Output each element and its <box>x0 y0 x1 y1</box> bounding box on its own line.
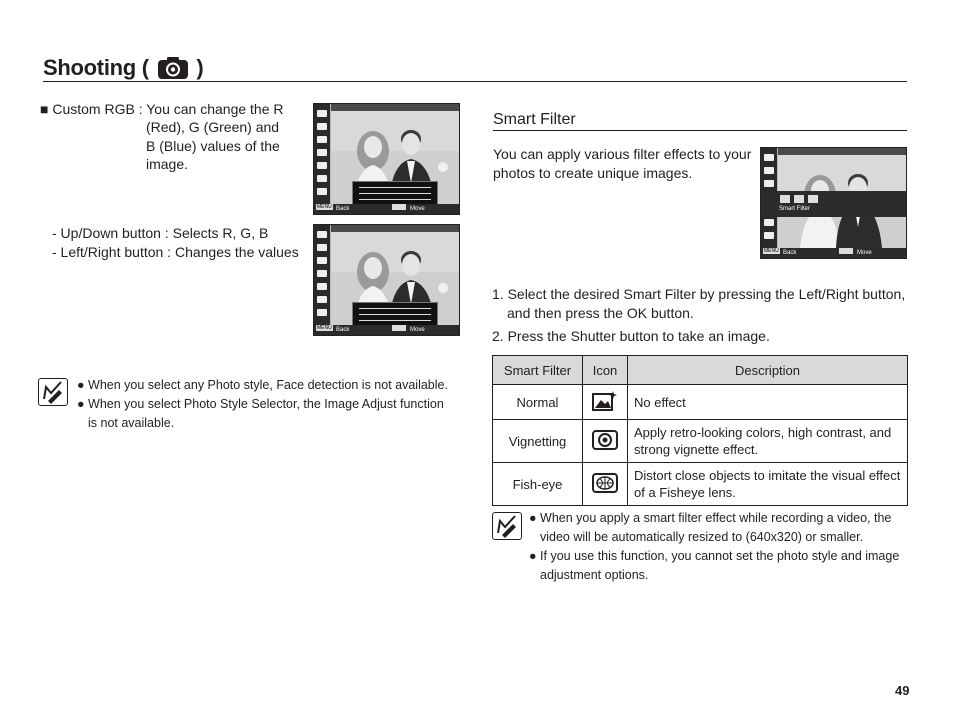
screen-top-bar <box>778 148 906 155</box>
col-header-description: Description <box>628 356 908 385</box>
custom-rgb-line-3: image. <box>146 156 189 172</box>
smart-filter-screen-label: Smart Filter <box>779 206 811 212</box>
left-note-1: ● When you select any Photo style, Face detection is not available. <box>77 378 448 392</box>
custom-rgb-line-2: B (Blue) values of the <box>146 137 280 154</box>
right-note-1: ● When you apply a smart filter effect while recording a video, the <box>529 511 892 525</box>
smart-filter-menu-strip <box>761 191 906 217</box>
back-label: Back <box>336 327 350 333</box>
filter-desc: Apply retro-looking colors, high contrast, and strong vignette effect. <box>628 420 908 463</box>
back-label: Back <box>783 250 797 256</box>
leftright-instruction: - Left/Right button : Changes the values <box>52 244 299 260</box>
section-title-smart-filter: Smart Filter <box>493 111 576 128</box>
screen-bottom-bar <box>761 248 906 258</box>
filter-name: Fish-eye <box>493 463 583 506</box>
menu-key: MENU <box>317 204 332 210</box>
step-1-cont: and then press the OK button. <box>507 304 694 321</box>
normal-filter-icon <box>583 385 628 420</box>
ok-key-icon <box>839 248 853 254</box>
screen-bottom-bar <box>314 325 459 335</box>
filter-name: Vignetting <box>493 420 583 463</box>
menu-key: MENU <box>317 325 332 331</box>
page-title-prefix: Shooting ( <box>43 55 149 80</box>
move-label: Move <box>410 327 425 333</box>
table-row <box>493 385 908 420</box>
move-label: Move <box>410 206 425 212</box>
screen-top-bar <box>331 225 459 232</box>
table-row <box>493 463 908 506</box>
note-icon <box>492 512 522 540</box>
smart-filter-table <box>492 355 908 506</box>
ok-key-icon <box>392 325 406 331</box>
bullet-square: ■ <box>40 101 49 117</box>
page-title-suffix: ) <box>196 55 204 80</box>
custom-rgb-label: Custom RGB : You can change the R <box>52 101 284 117</box>
note-icon <box>38 378 68 406</box>
intro-line-1: You can apply various filter effects to your <box>493 146 752 162</box>
left-note-2: ● When you select Photo Style Selector, the Image Adjust function <box>77 397 444 411</box>
intro-line-2: photos to create unique images. <box>493 165 693 181</box>
screen-top-bar <box>331 104 459 111</box>
table-header-row <box>493 356 908 385</box>
custom-rgb-heading <box>40 100 284 119</box>
title-rule <box>43 81 907 82</box>
fisheye-icon <box>583 463 628 506</box>
move-label: Move <box>857 250 872 256</box>
ok-key-icon <box>392 204 406 210</box>
filter-desc: Distort close objects to imitate the visual effect of a Fisheye lens. <box>628 463 908 506</box>
vignetting-icon <box>583 420 628 463</box>
screen-menu-sidebar <box>314 225 330 325</box>
camera-screen-rgb-1 <box>313 103 460 215</box>
camera-screen-smart-filter <box>760 147 907 259</box>
step-2: 2. Press the Shutter button to take an image. <box>492 328 770 344</box>
step-1: 1. Select the desired Smart Filter by pressing the Left/Right button, <box>492 286 906 302</box>
left-note-2-cont: is not available. <box>88 416 175 430</box>
camera-icon <box>157 56 189 80</box>
right-note-2: ● If you use this function, you cannot set the photo style and image <box>529 549 900 563</box>
camera-screen-rgb-2 <box>313 224 460 336</box>
screen-menu-sidebar <box>314 104 330 204</box>
back-label: Back <box>336 206 350 212</box>
col-header-smart-filter: Smart Filter <box>493 356 583 385</box>
updown-instruction: - Up/Down button : Selects R, G, B <box>52 225 269 241</box>
page-title <box>43 55 203 81</box>
section-rule <box>493 130 907 131</box>
table-row <box>493 420 908 463</box>
screen-bottom-bar <box>314 204 459 214</box>
filter-desc: No effect <box>628 385 908 420</box>
menu-key: MENU <box>764 248 779 254</box>
page-number: 49 <box>895 683 910 698</box>
right-note-1-cont: video will be automatically resized to (640x320) or smaller. <box>540 530 864 544</box>
col-header-icon: Icon <box>583 356 628 385</box>
right-note-2-cont: adjustment options. <box>540 568 649 582</box>
filter-name: Normal <box>493 385 583 420</box>
custom-rgb-line-1: (Red), G (Green) and <box>146 119 280 135</box>
